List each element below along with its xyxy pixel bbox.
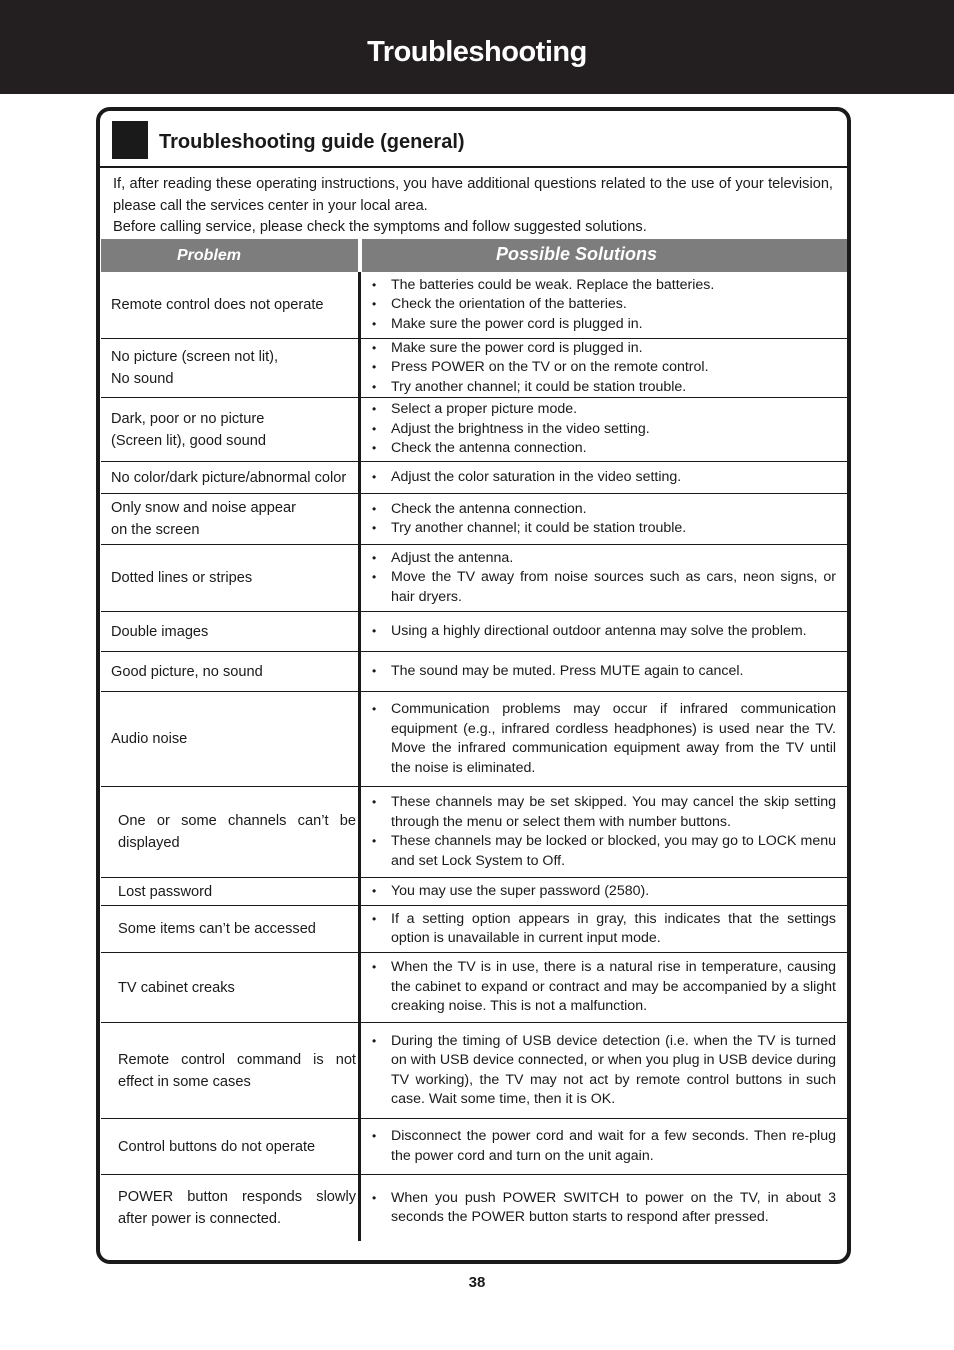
problem-text: Dotted lines or stripes xyxy=(111,570,253,586)
problem-text: No sound xyxy=(111,371,174,387)
problem-cell xyxy=(118,1119,356,1174)
solution-text: When you push POWER SWITCH to power on the TV, in about 3 seconds the POWER button starts to respond after pressed. xyxy=(391,1189,836,1225)
table-row xyxy=(101,906,847,953)
solution-item xyxy=(372,793,836,832)
table-row xyxy=(101,1023,847,1119)
solutions-cell xyxy=(372,545,836,611)
solution-item xyxy=(372,662,836,682)
solution-item xyxy=(372,832,836,871)
table-row xyxy=(101,652,847,692)
table-row xyxy=(101,1119,847,1175)
solution-text: When the TV is in use, there is a natural rise in temperature, causing the cabinet to expand or contract and may be accompanied by a slight creaking noise. This is not a malfunction. xyxy=(391,959,836,1015)
solution-item xyxy=(372,568,836,607)
solutions-cell xyxy=(372,1119,836,1174)
bullet-icon: • xyxy=(372,883,377,898)
table-row xyxy=(101,787,847,878)
problem-cell xyxy=(111,652,356,691)
bullet-icon: • xyxy=(372,1190,377,1205)
intro-paragraph: If, after reading these operating instructions, you have additional questions related to the use of your television, please call the services center in your local area. xyxy=(113,176,833,214)
solution-item xyxy=(372,420,836,440)
problem-text: Good picture, no sound xyxy=(111,663,263,680)
problem-text: Only snow and noise appear xyxy=(111,500,296,516)
top-banner xyxy=(0,0,954,94)
solution-text: Using a highly directional outdoor antenna may solve the problem. xyxy=(391,622,807,639)
table-row xyxy=(101,612,847,652)
table-row xyxy=(101,692,847,787)
solutions-column-header: Possible Solutions xyxy=(496,244,658,264)
problem-text: Remote control command is not effect in some cases xyxy=(118,1051,356,1090)
solution-text: Press POWER on the TV or on the remote control. xyxy=(391,359,709,376)
solution-text: Make sure the power cord is plugged in. xyxy=(391,339,643,356)
section-header xyxy=(100,111,847,168)
solutions-cell xyxy=(372,953,836,1022)
solutions-cell xyxy=(372,494,836,544)
table-header xyxy=(101,239,847,272)
solution-item xyxy=(372,500,836,520)
bullet-icon: • xyxy=(372,702,377,716)
problem-cell xyxy=(118,878,356,905)
solutions-cell xyxy=(372,462,836,493)
problem-cell xyxy=(111,272,356,338)
solution-text: Try another channel; it could be station trouble. xyxy=(391,378,687,395)
solution-item xyxy=(372,468,836,488)
solution-text: You may use the super password (2580). xyxy=(391,882,650,899)
bullet-icon: • xyxy=(372,1129,377,1143)
problem-column-header: Problem xyxy=(177,247,242,264)
page-title: Troubleshooting xyxy=(367,36,587,68)
table-row xyxy=(101,545,847,612)
bullet-icon: • xyxy=(372,277,377,292)
problem-text: Audio noise xyxy=(111,731,188,747)
solution-item xyxy=(372,378,836,398)
intro-paragraph: Before calling service, please check the symptoms and follow suggested solutions. xyxy=(113,219,647,235)
problem-text: POWER button responds slowly after power is connected. xyxy=(118,1189,356,1227)
problem-text: on the screen xyxy=(111,522,200,538)
solutions-cell xyxy=(372,906,836,952)
solution-item xyxy=(372,400,836,420)
solution-text: The sound may be muted. Press MUTE again to cancel. xyxy=(391,662,744,679)
solutions-cell xyxy=(372,692,836,786)
bullet-icon: • xyxy=(372,570,377,585)
solution-text: Adjust the color saturation in the video setting. xyxy=(391,468,682,485)
bullet-icon: • xyxy=(372,960,377,975)
solution-item xyxy=(372,276,836,296)
bullet-icon: • xyxy=(372,1033,377,1048)
solution-item xyxy=(372,882,836,902)
bullet-icon: • xyxy=(372,795,377,809)
solutions-cell xyxy=(372,878,836,905)
intro-text xyxy=(113,174,833,239)
solution-text: Make sure the power cord is plugged in. xyxy=(391,315,643,332)
solution-text: Check the orientation of the batteries. xyxy=(391,296,627,313)
solutions-cell xyxy=(372,339,836,397)
bullet-icon: • xyxy=(372,501,377,516)
solution-text: Communication problems may occur if infrared communication equipment (e.g., infrared cordless headphones) is used near the TV. Move the infrared communication equipment away from the TV until the noise is eliminated. xyxy=(391,701,836,776)
solution-text: Disconnect the power cord and wait for a few seconds. Then re-plug the power cord and turn on the unit again. xyxy=(391,1128,836,1164)
bullet-icon: • xyxy=(372,441,377,456)
bullet-icon: • xyxy=(372,340,377,355)
solution-text: Select a proper picture mode. xyxy=(391,401,578,418)
table-row xyxy=(101,953,847,1023)
bullet-icon: • xyxy=(372,521,377,535)
problem-text: No picture (screen not lit), xyxy=(111,349,279,365)
problem-cell xyxy=(118,1023,356,1118)
problem-text: (Screen lit), good sound xyxy=(111,432,266,449)
solution-item xyxy=(372,439,836,459)
bullet-icon: • xyxy=(372,360,377,375)
solutions-cell xyxy=(372,1023,836,1118)
problem-cell xyxy=(111,339,356,397)
bullet-icon: • xyxy=(372,550,377,565)
table-row xyxy=(101,339,847,398)
table-row xyxy=(101,878,847,906)
bullet-icon: • xyxy=(372,911,377,926)
solutions-cell xyxy=(372,272,836,338)
problem-cell xyxy=(118,906,356,952)
problem-cell xyxy=(111,462,356,493)
solution-text: During the timing of USB device detection (i.e. when the TV is turned on with USB device connected, or when you plug in USB device during TV working), the TV may not act by remote control buttons in such case. Wait some time, then it is OK. xyxy=(391,1032,836,1107)
bullet-icon: • xyxy=(372,623,377,638)
problem-cell xyxy=(111,692,356,786)
problem-text: Lost password xyxy=(118,883,213,900)
bullet-icon: • xyxy=(372,663,377,678)
problem-text: Control buttons do not operate xyxy=(118,1138,316,1155)
solution-text: The batteries could be weak. Replace the batteries. xyxy=(391,276,715,293)
solution-text: Check the antenna connection. xyxy=(391,440,587,457)
solution-text: Try another channel; it could be station trouble. xyxy=(391,520,687,536)
solution-item xyxy=(372,1127,836,1166)
solutions-cell xyxy=(372,398,836,461)
solution-item xyxy=(372,339,836,359)
problem-text: Some items can’t be accessed xyxy=(118,921,316,937)
page-number: 38 xyxy=(468,1274,486,1291)
solutions-cell xyxy=(372,787,836,877)
problem-cell xyxy=(111,612,356,651)
section-title: Troubleshooting guide (general) xyxy=(159,131,465,153)
section-marker xyxy=(112,121,148,159)
bullet-icon: • xyxy=(372,316,377,331)
solution-item xyxy=(372,622,836,642)
problem-text: Double images xyxy=(111,623,209,640)
table-row xyxy=(101,1175,847,1241)
solutions-cell xyxy=(372,1175,836,1241)
bullet-icon: • xyxy=(372,469,377,484)
solutions-cell xyxy=(372,652,836,691)
troubleshooting-panel xyxy=(96,107,851,1264)
bullet-icon: • xyxy=(372,297,377,312)
solutions-cell xyxy=(372,612,836,651)
problem-text: Remote control does not operate xyxy=(111,297,324,313)
solution-item xyxy=(372,358,836,378)
solution-item xyxy=(372,958,836,1017)
bullet-icon: • xyxy=(372,402,377,417)
table-row xyxy=(101,494,847,545)
problem-text: No color/dark picture/abnormal color xyxy=(111,469,347,486)
table-row xyxy=(101,398,847,462)
solution-item xyxy=(372,910,836,949)
solution-text: Adjust the brightness in the video setting. xyxy=(391,420,650,437)
table-row xyxy=(101,272,847,339)
problem-cell xyxy=(111,545,356,611)
solution-item xyxy=(372,1189,836,1228)
solution-text: Check the antenna connection. xyxy=(391,500,587,517)
solution-item xyxy=(372,1032,836,1110)
solution-item xyxy=(372,519,836,539)
solution-text: These channels may be locked or blocked, you may go to LOCK menu and set Lock System to Off. xyxy=(391,833,836,869)
problem-text: Dark, poor or no picture xyxy=(111,410,265,427)
problem-cell xyxy=(118,1175,356,1241)
solution-item xyxy=(372,700,836,778)
problem-cell xyxy=(111,398,356,461)
problem-cell xyxy=(118,953,356,1022)
solution-item xyxy=(372,315,836,335)
problem-cell xyxy=(111,494,356,544)
solution-text: If a setting option appears in gray, this indicates that the settings option is unavailable in current input mode. xyxy=(391,910,836,946)
solution-text: These channels may be set skipped. You may cancel the skip setting through the menu or select them with number buttons. xyxy=(391,794,836,830)
bullet-icon: • xyxy=(372,421,377,436)
solution-text: Adjust the antenna. xyxy=(391,549,514,566)
solution-text: Move the TV away from noise sources such as cars, neon signs, or hair dryers. xyxy=(391,569,836,605)
problem-text: One or some channels can’t be displayed xyxy=(118,813,356,851)
column-divider xyxy=(358,239,362,272)
solution-item xyxy=(372,549,836,569)
problem-cell xyxy=(118,787,356,877)
bullet-icon: • xyxy=(372,834,377,848)
problem-text: TV cabinet creaks xyxy=(118,979,235,996)
bullet-icon: • xyxy=(372,379,377,394)
table-row xyxy=(101,462,847,494)
solution-item xyxy=(372,295,836,315)
